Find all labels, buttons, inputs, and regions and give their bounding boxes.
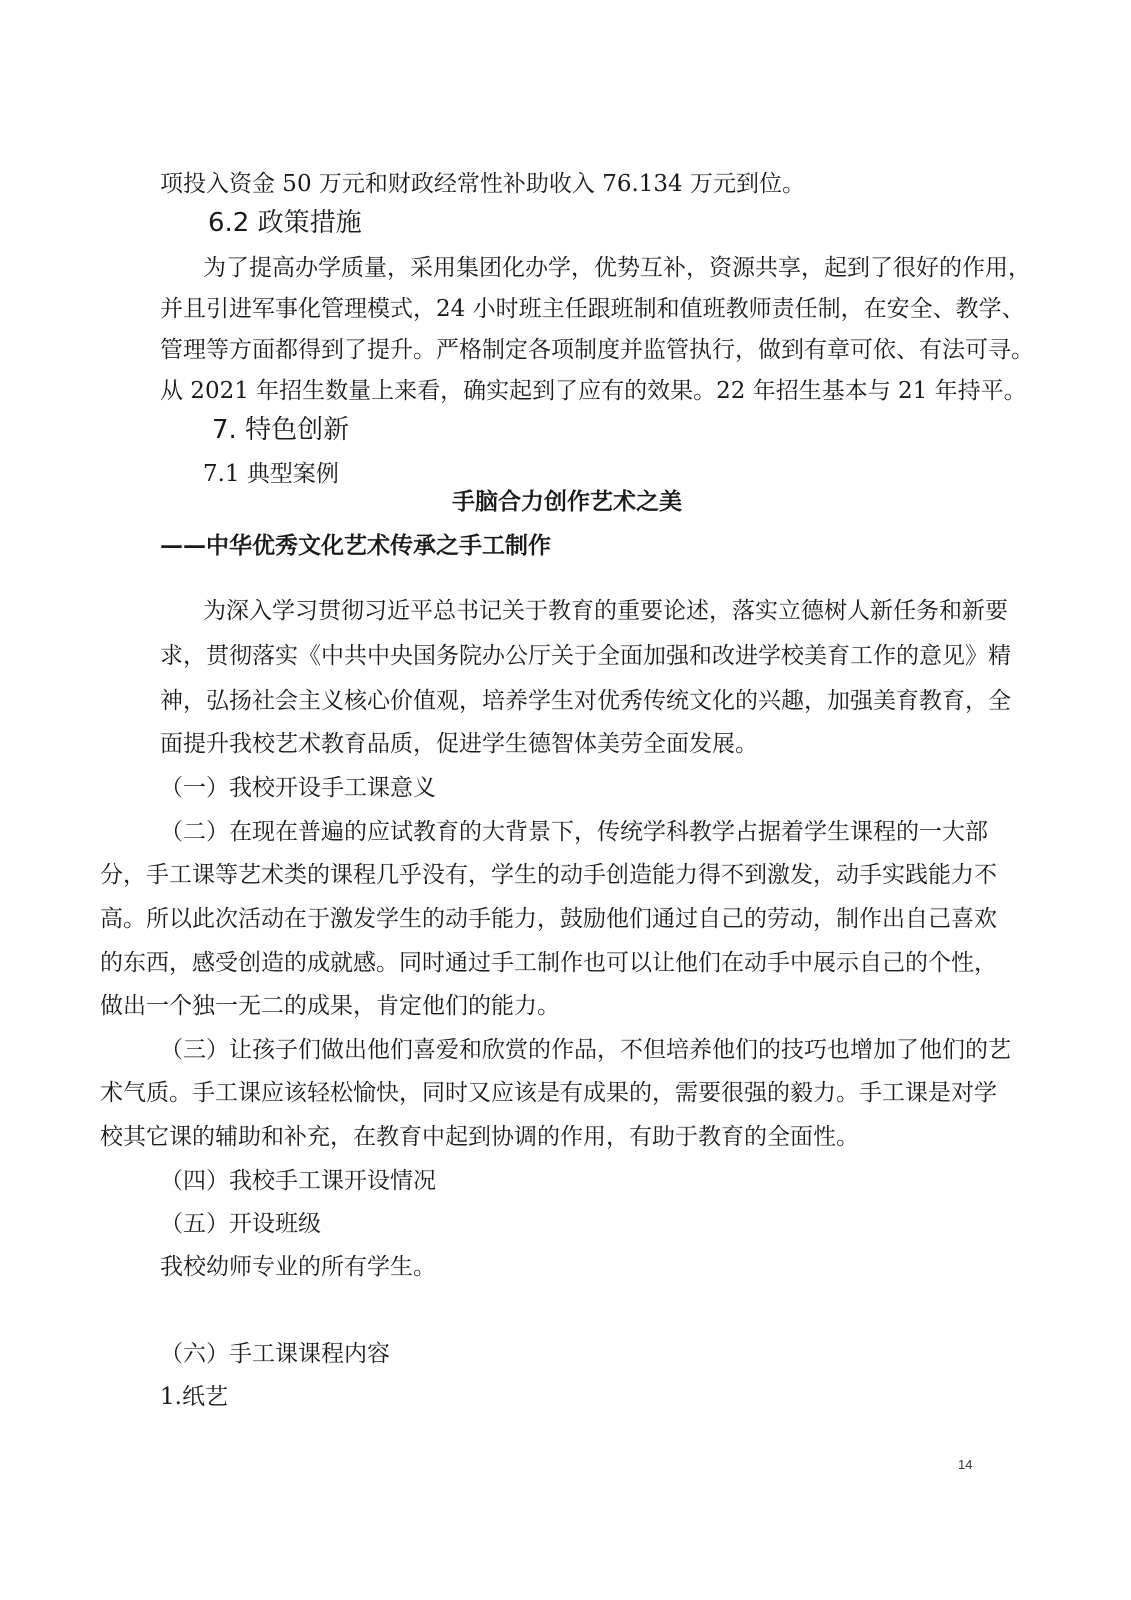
- list-heading: （一）我校开设手工课意义: [160, 775, 436, 801]
- paragraph-line: 从 2021 年招生数量上来看，确实起到了应有的效果。22 年招生基本与 21 年持平。: [160, 378, 1027, 404]
- paragraph-line: 并且引进军事化管理模式，24 小时班主任跟班制和值班教师责任制，在安全、教学、: [160, 296, 1025, 322]
- paragraph-line: 管理等方面都得到了提升。严格制定各项制度并监管执行，做到有章可依、有法可寻。: [160, 337, 1034, 363]
- paragraph-line: 高。所以此次活动在于激发学生的动手能力，鼓励他们通过自己的劳动，制作出自己喜欢: [100, 906, 997, 932]
- section-heading-6-2: 6.2 政策措施: [208, 208, 362, 238]
- list-heading: （四）我校手工课开设情况: [160, 1168, 436, 1194]
- list-item: 1.纸艺: [160, 1384, 228, 1410]
- paragraph-line: 项投入资金 50 万元和财政经常性补助收入 76.134 万元到位。: [160, 171, 805, 197]
- paragraph-line: 的东西，感受创造的成就感。同时通过手工制作也可以让他们在动手中展示自己的个性，: [100, 950, 997, 976]
- paragraph-line: 做出一个独一无二的成果，肯定他们的能力。: [100, 993, 560, 1019]
- paragraph-line: （三）让孩子们做出他们喜爱和欣赏的作品，不但培养他们的技巧也增加了他们的艺: [160, 1037, 1011, 1063]
- section-heading-7: 7. 特色创新: [212, 415, 350, 445]
- paragraph-line: 面提升我校艺术教育品质，促进学生德智体美劳全面发展。: [160, 731, 758, 757]
- paragraph-line: 求，贯彻落实《中共中央国务院办公厅关于全面加强和改进学校美育工作的意见》精: [160, 643, 1011, 669]
- list-heading: （五）开设班级: [160, 1211, 321, 1237]
- list-heading: （六）手工课课程内容: [160, 1341, 390, 1367]
- paragraph-line: 为深入学习贯彻习近平总书记关于教育的重要论述，落实立德树人新任务和新要: [203, 598, 1008, 624]
- paragraph-line: （二）在现在普遍的应试教育的大背景下，传统学科教学占据着学生课程的一大部: [160, 819, 988, 845]
- article-subtitle: ——中华优秀文化艺术传承之手工制作: [160, 532, 551, 559]
- article-title: 手脑合力创作艺术之美: [452, 488, 682, 515]
- subsection-heading-7-1: 7.1 典型案例: [203, 461, 339, 487]
- page-number: 14: [958, 1457, 973, 1472]
- paragraph-line: 我校幼师专业的所有学生。: [160, 1254, 436, 1280]
- paragraph-line: 分，手工课等艺术类的课程几乎没有，学生的动手创造能力得不到激发，动手实践能力不: [100, 862, 997, 888]
- paragraph-line: 术气质。手工课应该轻松愉快，同时又应该是有成果的，需要很强的毅力。手工课是对学: [100, 1080, 997, 1106]
- paragraph-line: 为了提高办学质量，采用集团化办学，优势互补，资源共享，起到了很好的作用，: [203, 255, 1031, 281]
- paragraph-line: 神，弘扬社会主义核心价值观，培养学生对优秀传统文化的兴趣，加强美育教育，全: [160, 688, 1011, 714]
- paragraph-line: 校其它课的辅助和补充，在教育中起到协调的作用，有助于教育的全面性。: [100, 1124, 859, 1150]
